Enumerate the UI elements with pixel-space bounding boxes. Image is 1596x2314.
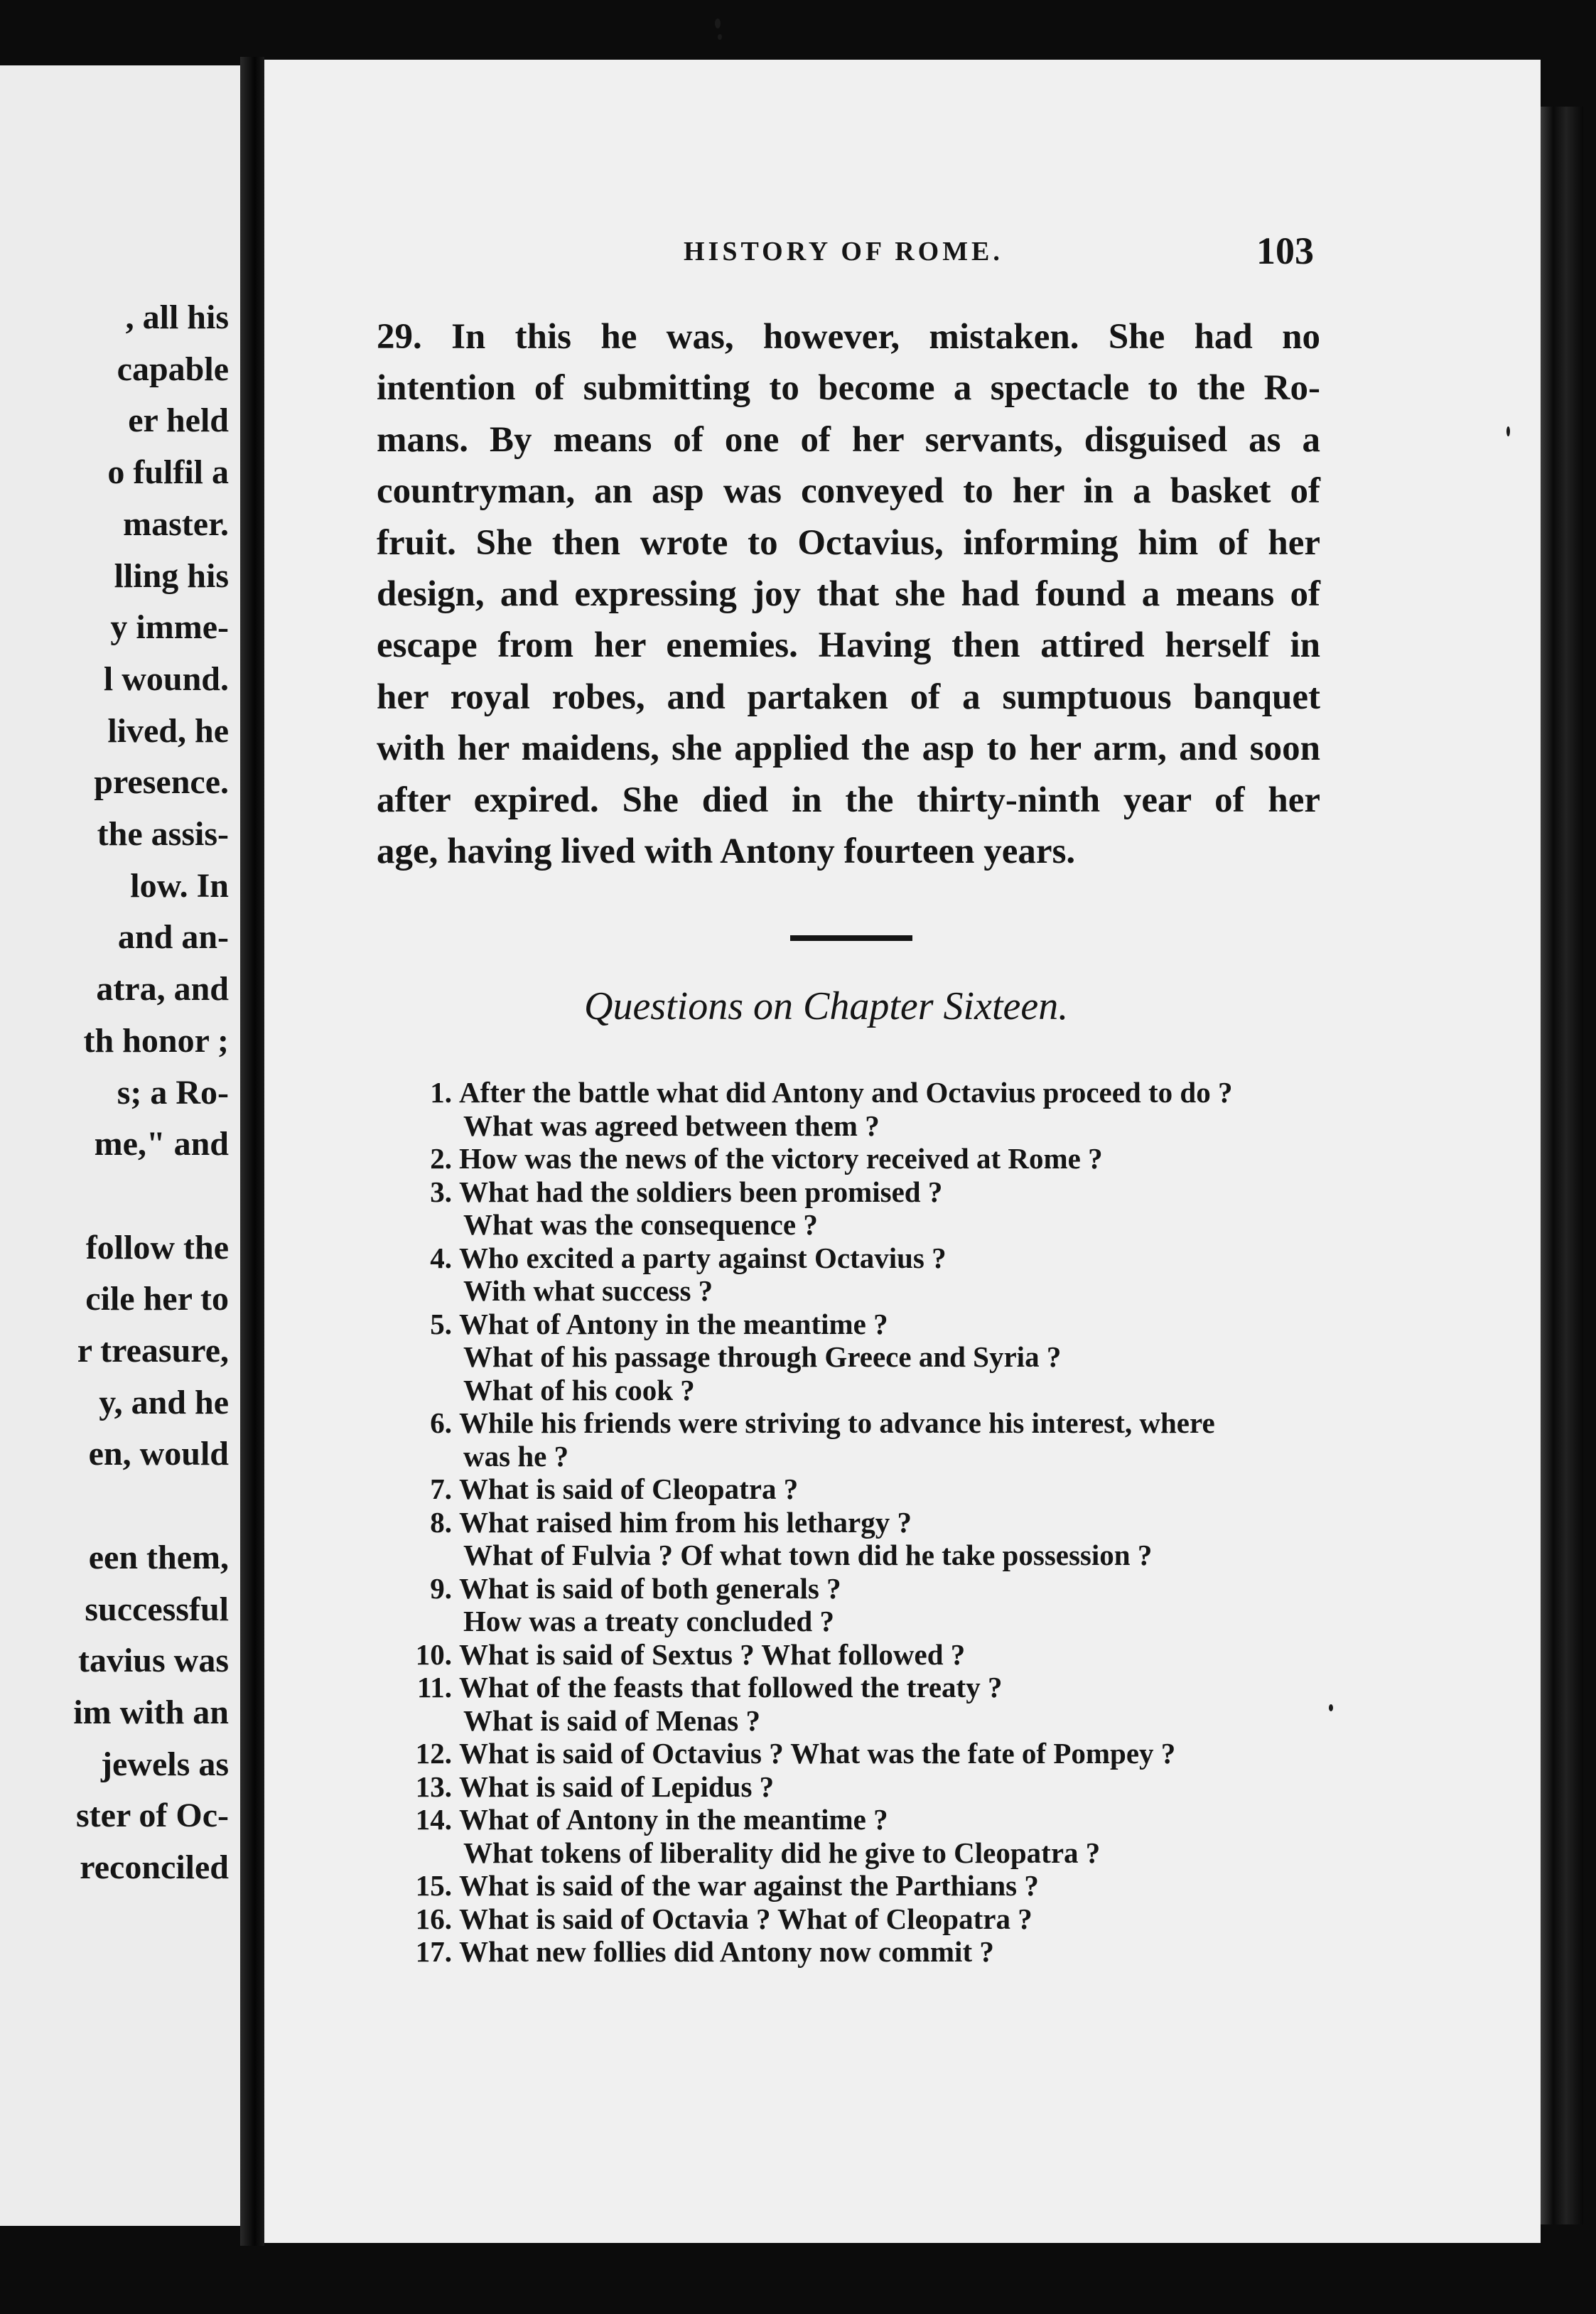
question-text: What of the feasts that followed the treaty ? xyxy=(459,1671,1003,1704)
left-page-line: s; a Ro- xyxy=(117,1073,229,1112)
question-number: 15. xyxy=(415,1869,452,1902)
question-text: was he ? xyxy=(463,1439,569,1473)
left-page-line: atra, and xyxy=(96,970,229,1008)
question-number: 14. xyxy=(415,1803,452,1836)
question-number: 13. xyxy=(415,1770,452,1803)
question-text: What of Antony in the meantime ? xyxy=(459,1307,888,1340)
left-page-line: , all his xyxy=(125,298,229,336)
left-page-line: lived, he xyxy=(107,711,229,750)
question-number: 8. xyxy=(430,1505,452,1539)
paragraph-line: intention of submitting to become a spectacle to the Ro- xyxy=(377,368,1320,409)
question-text: What is said of Sextus ? What followed ? xyxy=(459,1637,966,1671)
paragraph-line: escape from her enemies. Having then attired herself in xyxy=(377,625,1320,666)
left-page-line: er held xyxy=(128,402,229,440)
question-text: What was agreed between them ? xyxy=(463,1109,880,1142)
question-text: With what success ? xyxy=(463,1274,713,1307)
running-head: HISTORY OF ROME. xyxy=(684,237,1003,267)
left-page xyxy=(0,65,240,2226)
paragraph-line: design, and expressing joy that she had found a means of xyxy=(377,574,1320,615)
left-page-line: l wound. xyxy=(103,660,229,698)
question-item xyxy=(384,1308,1232,1407)
question-number: 3. xyxy=(430,1175,452,1208)
questions-list xyxy=(384,1076,1232,1969)
paragraph-line: 29. In this he was, however, mistaken. She had no xyxy=(377,317,1320,357)
question-item xyxy=(384,1142,1232,1175)
left-page-line: o fulfil a xyxy=(107,453,229,492)
left-page-line: im with an xyxy=(73,1693,229,1731)
question-text: What is said of the war against the Parthians ? xyxy=(459,1869,1039,1902)
scan-speck xyxy=(715,18,721,28)
paragraph-line: after expired. She died in the thirty-ninth year of her xyxy=(377,780,1320,820)
paragraph-line: countryman, an asp was conveyed to her in a basket of xyxy=(377,471,1320,512)
left-page-line: lling his xyxy=(114,556,229,595)
left-page-line: een them, xyxy=(88,1538,229,1576)
question-text: What raised him from his lethargy ? xyxy=(459,1505,912,1539)
question-number: 16. xyxy=(415,1902,452,1935)
paragraph-line: mans. By means of one of her servants, disguised as a xyxy=(377,419,1320,460)
left-page-line: en, would xyxy=(88,1435,229,1473)
paragraph-line: fruit. She then wrote to Octavius, informing him of her xyxy=(377,522,1320,563)
question-text: What is said of Lepidus ? xyxy=(459,1770,775,1803)
left-page-line: low. In xyxy=(130,866,229,905)
left-page-line: master. xyxy=(123,505,229,543)
left-page-line: th honor ; xyxy=(83,1021,229,1060)
left-page-line: jewels as xyxy=(101,1745,229,1783)
question-number: 12. xyxy=(415,1737,452,1770)
question-text: What of Fulvia ? Of what town did he take possession ? xyxy=(463,1539,1153,1571)
question-item xyxy=(384,1572,1232,1638)
question-text: How was a treaty concluded ? xyxy=(463,1605,834,1637)
question-item xyxy=(384,1770,1232,1804)
question-text: What tokens of liberality did he give to Cleopatra ? xyxy=(463,1836,1101,1869)
left-page-line: ster of Oc- xyxy=(75,1797,229,1835)
question-item xyxy=(384,1638,1232,1672)
question-number: 11. xyxy=(417,1671,452,1704)
question-item xyxy=(384,1869,1232,1903)
left-page-line: tavius was xyxy=(77,1642,229,1680)
left-page-line: cile her to xyxy=(85,1280,229,1318)
question-number: 7. xyxy=(430,1473,452,1505)
question-text: How was the news of the victory received at Rome ? xyxy=(459,1142,1103,1175)
question-number: 1. xyxy=(430,1076,452,1109)
question-item xyxy=(384,1935,1232,1969)
scan-speck xyxy=(1329,1704,1333,1711)
section-rule xyxy=(790,935,912,941)
question-text: What of Antony in the meantime ? xyxy=(459,1803,888,1836)
question-item xyxy=(384,1076,1232,1142)
question-number: 2. xyxy=(430,1142,452,1175)
question-text: What is said of Octavius ? What was the fate of Pompey ? xyxy=(459,1737,1176,1770)
question-number: 17. xyxy=(415,1935,452,1968)
question-text: What is said of both generals ? xyxy=(459,1571,841,1605)
question-item xyxy=(384,1671,1232,1737)
paragraph-line: her royal robes, and partaken of a sumptuous banquet xyxy=(377,677,1320,717)
left-page-line: r treasure, xyxy=(77,1332,229,1369)
scan-speck xyxy=(1506,426,1510,436)
questions-heading: Questions on Chapter Sixteen. xyxy=(584,984,1069,1028)
question-item xyxy=(384,1406,1232,1473)
left-page-line: me," and xyxy=(94,1125,229,1163)
question-text: What is said of Octavia ? What of Cleopatra ? xyxy=(459,1902,1032,1935)
question-text: What had the soldiers been promised ? xyxy=(459,1175,943,1208)
question-item xyxy=(384,1803,1232,1869)
question-text: While his friends were striving to advance his interest, where xyxy=(459,1406,1215,1439)
question-number: 6. xyxy=(430,1406,452,1439)
left-page-line: presence. xyxy=(94,763,229,802)
question-item xyxy=(384,1175,1232,1242)
left-page-line: the assis- xyxy=(97,815,229,853)
paragraph-29 xyxy=(377,311,1320,877)
paragraph-line: with her maidens, she applied the asp to her arm, and soon xyxy=(377,728,1320,769)
left-page-line: y, and he xyxy=(99,1383,229,1421)
question-item xyxy=(384,1506,1232,1572)
question-number: 9. xyxy=(430,1571,452,1605)
question-item xyxy=(384,1737,1232,1770)
question-text: What of his passage through Greece and Syria ? xyxy=(463,1340,1062,1373)
page-number: 103 xyxy=(1256,230,1314,272)
question-text: What is said of Cleopatra ? xyxy=(459,1473,799,1505)
question-number: 5. xyxy=(430,1307,452,1340)
left-page-line: y imme- xyxy=(110,608,229,647)
question-text: After the battle what did Antony and Octavius proceed to do ? xyxy=(459,1076,1233,1109)
paragraph-line: age, having lived with Antony fourteen years. xyxy=(377,832,1076,872)
left-page-line: capable xyxy=(117,350,229,388)
left-page-line: and an- xyxy=(117,918,229,957)
question-text: What is said of Menas ? xyxy=(463,1704,761,1737)
question-text: What new follies did Antony now commit ? xyxy=(459,1935,994,1968)
left-page-line: successful xyxy=(85,1590,229,1628)
question-text: What was the consequence ? xyxy=(463,1208,818,1241)
left-page-line: reconciled xyxy=(80,1848,229,1886)
scan-speck xyxy=(718,34,722,40)
left-page-line: follow the xyxy=(85,1228,229,1266)
question-text: What of his cook ? xyxy=(463,1373,695,1406)
book-gutter xyxy=(240,57,264,2246)
question-number: 10. xyxy=(415,1637,452,1671)
question-item xyxy=(384,1903,1232,1936)
page-edge xyxy=(1541,107,1583,2224)
question-item xyxy=(384,1473,1232,1506)
question-item xyxy=(384,1242,1232,1308)
question-text: Who excited a party against Octavius ? xyxy=(459,1241,947,1274)
question-number: 4. xyxy=(430,1241,452,1274)
